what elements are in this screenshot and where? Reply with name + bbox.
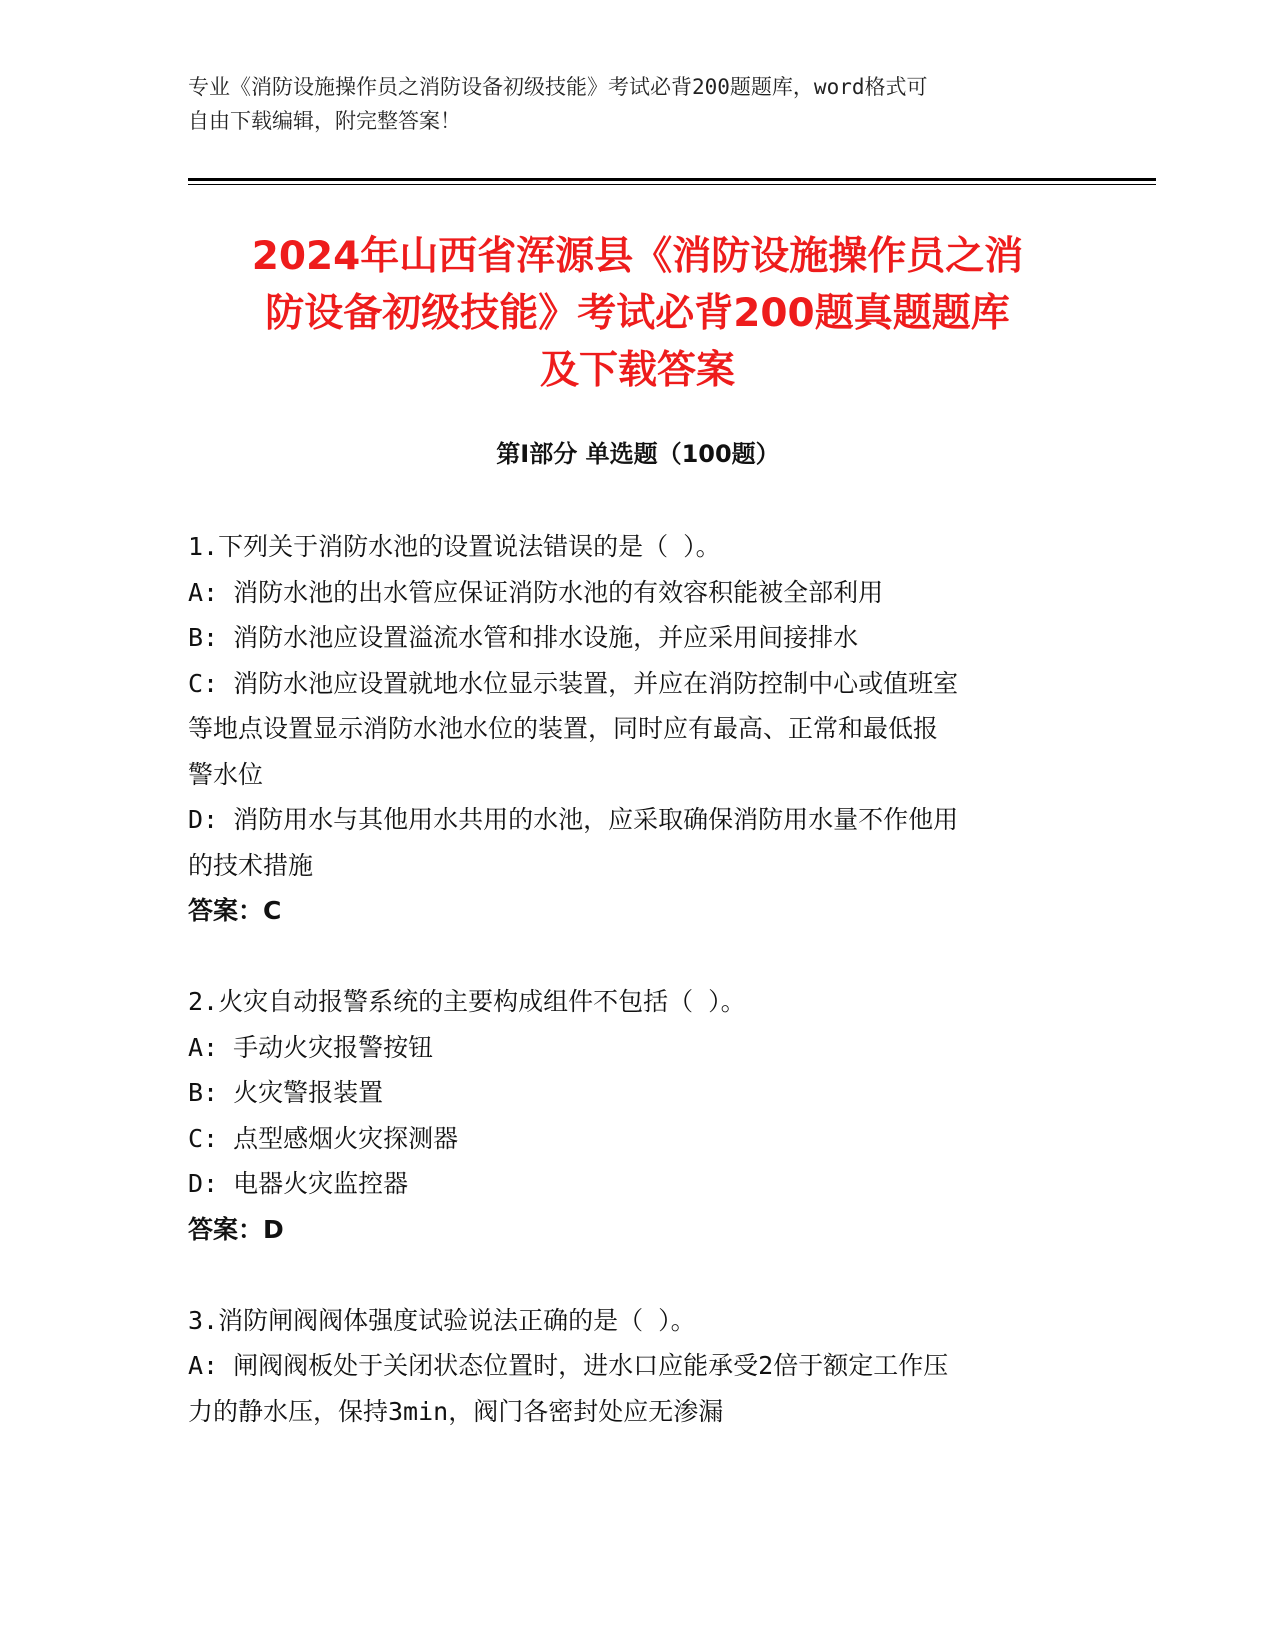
answer-label: 答案：D xyxy=(188,1214,284,1244)
option-b: B: 消防水池应设置溢流水管和排水设施，并应采用间接排水 xyxy=(188,623,859,652)
option-a: A: 闸阀阀板处于关闭状态位置时，进水口应能承受2倍于额定工作压 xyxy=(188,1351,949,1380)
header-note-line-1: 专业《消防设施操作员之消防设备初级技能》考试必背200题题库，word格式可 xyxy=(188,75,928,99)
document-title-line-3: 及下载答案 xyxy=(539,348,735,393)
option-c: C: 点型感烟火灾探测器 xyxy=(188,1123,459,1153)
option-a: A: 手动火灾报警按钮 xyxy=(188,1032,434,1062)
question-list xyxy=(188,524,1068,1480)
document-title-line-2: 防设备初级技能》考试必背200题真题题库 xyxy=(265,291,1010,336)
header-divider-thick xyxy=(188,178,1156,181)
option-d-continued: 的技术措施 xyxy=(188,850,314,880)
option-d: D: 消防用水与其他用水共用的水池，应采取确保消防用水量不作他用 xyxy=(188,805,959,834)
question-3 xyxy=(188,1298,1068,1435)
question-stem: 3.消防闸阀阀体强度试验说法正确的是（ ）。 xyxy=(188,1305,696,1335)
header-note-line-2: 自由下载编辑，附完整答案！ xyxy=(188,109,461,133)
question-stem: 2.火灾自动报警系统的主要构成组件不包括（ ）。 xyxy=(188,987,746,1016)
option-c-continued: 等地点设置显示消防水池水位的装置，同时应有最高、正常和最低报 xyxy=(188,714,939,743)
option-c: C: 消防水池应设置就地水位显示装置，并应在消防控制中心或值班室 xyxy=(188,668,959,698)
option-c-continued: 警水位 xyxy=(188,759,264,789)
document-title xyxy=(150,228,1125,399)
option-a-continued: 力的静水压，保持3min，阀门各密封处应无渗漏 xyxy=(188,1396,724,1426)
option-d: D: 电器火灾监控器 xyxy=(188,1169,409,1198)
answer-label: 答案：C xyxy=(188,896,282,925)
option-a: A: 消防水池的出水管应保证消防水池的有效容积能被全部利用 xyxy=(188,577,884,607)
option-b: B: 火灾警报装置 xyxy=(188,1078,384,1107)
question-1 xyxy=(188,524,1068,934)
question-stem: 1.下列关于消防水池的设置说法错误的是（ ）。 xyxy=(188,532,721,561)
header-note xyxy=(188,70,1068,138)
header-divider-thin xyxy=(188,184,1156,185)
document-title-line-1: 2024年山西省浑源县《消防设施操作员之消 xyxy=(251,234,1024,279)
section-heading: 第I部分 单选题（100题） xyxy=(496,440,780,468)
question-2 xyxy=(188,979,1068,1252)
